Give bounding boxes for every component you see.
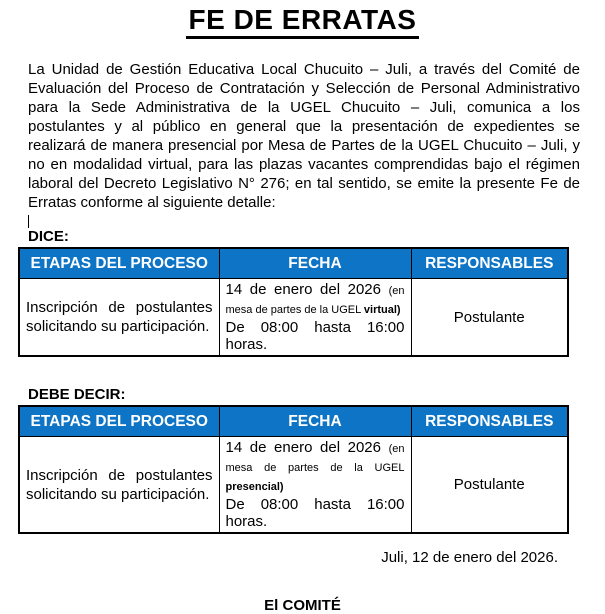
debe-decir-table (18, 405, 569, 534)
dice-fecha-note-close: ) (396, 304, 401, 316)
dice-label: DICE: (28, 228, 69, 245)
dice-col-header-responsables: RESPONSABLES (411, 248, 568, 279)
dice-header-row (19, 248, 568, 279)
debe-fecha-note-emph: presencial (225, 481, 280, 493)
debe-col-header-responsables: RESPONSABLES (411, 406, 568, 437)
debe-fecha-time: De 08:00 hasta 16:00 horas. (225, 496, 405, 530)
debe-fecha-note: (en mesa de partes de la UGEL (225, 443, 405, 474)
dice-fecha-date: 14 de enero del 2026 (225, 281, 389, 298)
debe-fecha-note-close: ) (279, 481, 284, 493)
dice-table (18, 247, 569, 357)
page-title: FE DE ERRATAS (186, 5, 420, 39)
text-cursor (28, 215, 29, 228)
dice-col-header-fecha: FECHA (219, 248, 411, 279)
debe-fecha-date: 14 de enero del 2026 (225, 439, 389, 456)
title-container (0, 0, 605, 39)
debe-data-row (19, 437, 568, 534)
dice-fecha-note: (en mesa de partes de la UGEL (225, 285, 405, 316)
debe-header-row (19, 406, 568, 437)
date-line: Juli, 12 de enero del 2026. (381, 549, 558, 566)
dice-etapa-cell: Inscripción de postulantes solicitando su participación. (19, 279, 219, 357)
dice-responsable-cell: Postulante (411, 279, 568, 357)
intro-paragraph: La Unidad de Gestión Educativa Local Chucuito – Juli, a través del Comité de Evaluación del Proceso de Contratación y Selección de Personal Administrativo para la Sede Administrativa de la UGEL Chucuito – Juli, comunica a los postulantes y al público en general que la presentación de expedientes se realizará de manera presencial por Mesa de Partes de la UGEL Chucuito – Juli, y no en modalidad virtual, para las plazas vacantes comprendidas bajo el régimen laboral del Decreto Legislativo N° 276; en tal sentido, se emite la presente Fe de Erratas conforme al siguiente detalle: (28, 61, 580, 211)
dice-fecha-time: De 08:00 hasta 16:00 horas. (225, 319, 405, 353)
debe-decir-label: DEBE DECIR: (28, 386, 126, 403)
debe-etapa-cell: Inscripción de postulantes solicitando su participación. (19, 437, 219, 534)
dice-col-header-etapas: ETAPAS DEL PROCESO (19, 248, 219, 279)
committee-signature: El COMITÉ (264, 597, 341, 614)
debe-col-header-etapas: ETAPAS DEL PROCESO (19, 406, 219, 437)
dice-data-row (19, 279, 568, 357)
dice-fecha-note-emph: virtual (363, 304, 397, 316)
dice-fecha-cell (219, 279, 411, 357)
debe-responsable-cell: Postulante (411, 437, 568, 534)
debe-col-header-fecha: FECHA (219, 406, 411, 437)
debe-fecha-cell (219, 437, 411, 534)
